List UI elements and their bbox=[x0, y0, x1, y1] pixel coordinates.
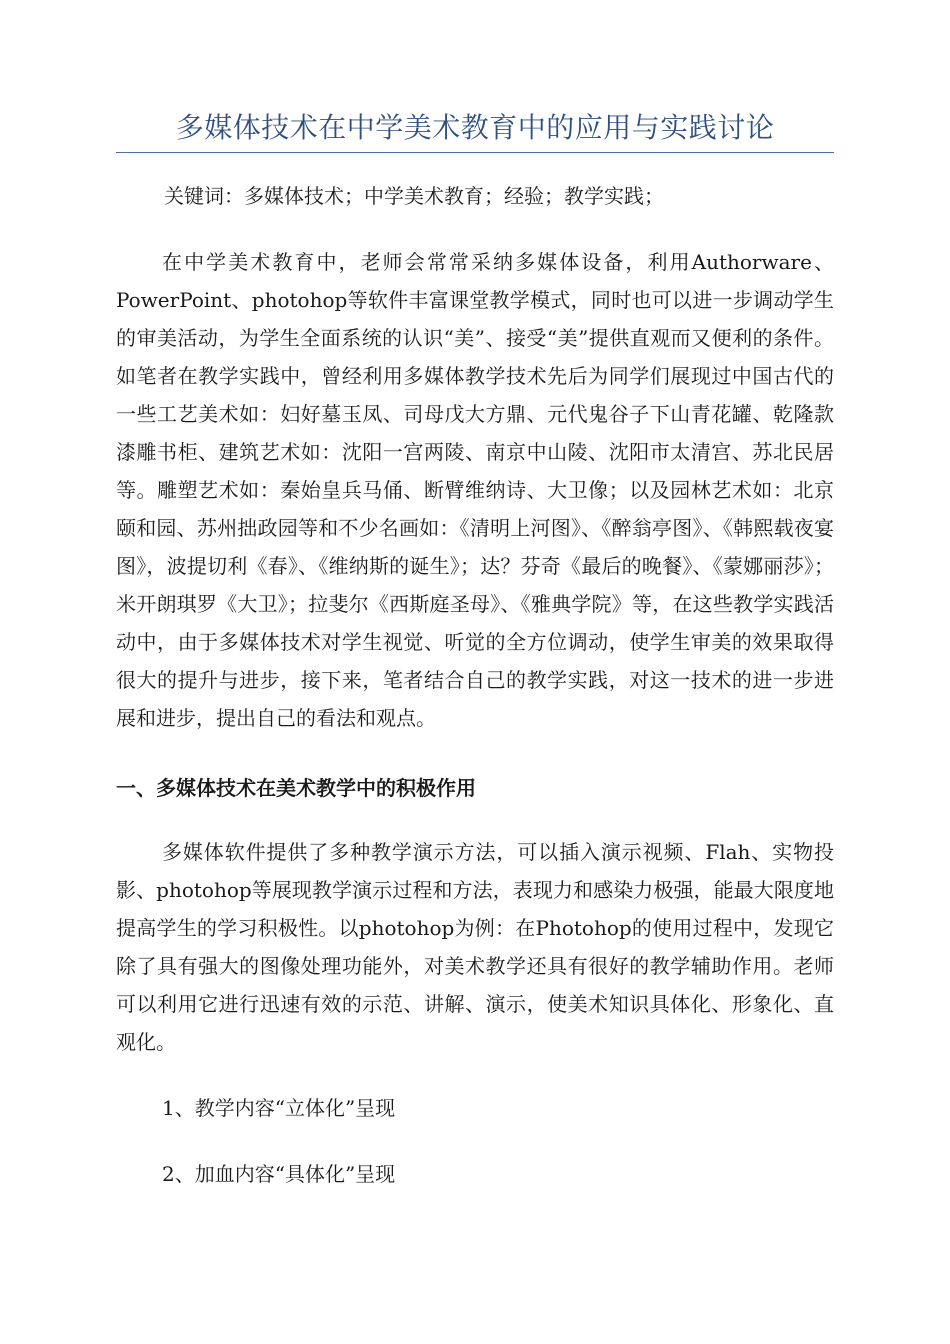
sub-item-2: 2、加血内容“具体化”呈现 bbox=[162, 1162, 396, 1186]
section-heading-1: 一、多媒体技术在美术教学中的积极作用 bbox=[116, 776, 476, 800]
body-paragraph-2: 多媒体软件提供了多种教学演示方法，可以插入演示视频、Flah、实物投影、photohop等展现教学演示过程和方法，表现力和感染力极强，能最大限度地提高学生的学习积极性。以photohop为例：在Photohop的使用过程中，发现它除了具有强大的图像处理功能外，对美术教学还具有很好的教学辅助作用。老师可以利用它进行迅速有效的示范、讲解、演示，使美术知识具体化、形象化、直观化。 bbox=[116, 840, 834, 1054]
sub-item-1: 1、教学内容“立体化”呈现 bbox=[162, 1096, 396, 1120]
document-page bbox=[116, 108, 834, 1193]
document-title: 多媒体技术在中学美术教育中的应用与实践讨论 bbox=[116, 108, 834, 153]
body-paragraph-1: 在中学美术教育中，老师会常常采纳多媒体设备，利用Authorware、PowerPoint、photohop等软件丰富课堂教学模式，同时也可以进一步调动学生的审美活动，为学生全面系统的认识“美”、接受“美”提供直观而又便利的条件。如笔者在教学实践中，曾经利用多媒体教学技术先后为同学们展现过中国古代的一些工艺美术如：妇好墓玉凤、司母戊大方鼎、元代鬼谷子下山青花罐、乾隆款漆雕书柜、建筑艺术如：沈阳一宫两陵、南京中山陵、沈阳市太清宫、苏北民居等。雕塑艺术如：秦始皇兵马俑、断臂维纳诗、大卫像；以及园林艺术如：北京颐和园、苏州拙政园等和不少名画如：《清明上河图》、《醉翁亭图》、《韩熙载夜宴图》，波提切利《春》、《维纳斯的诞生》；达？芬奇《最后的晚餐》、《蒙娜丽莎》；米开朗琪罗《大卫》；拉斐尔《西斯庭圣母》、《雅典学院》等，在这些教学实践活动中，由于多媒体技术对学生视觉、听觉的全方位调动，使学生审美的效果取得很大的提升与进步，接下来，笔者结合自己的教学实践，对这一技术的进一步进展和进步，提出自己的看法和观点。 bbox=[116, 250, 834, 730]
keywords-line: 关键词：多媒体技术；中学美术教育；经验；教学实践； bbox=[164, 184, 664, 208]
